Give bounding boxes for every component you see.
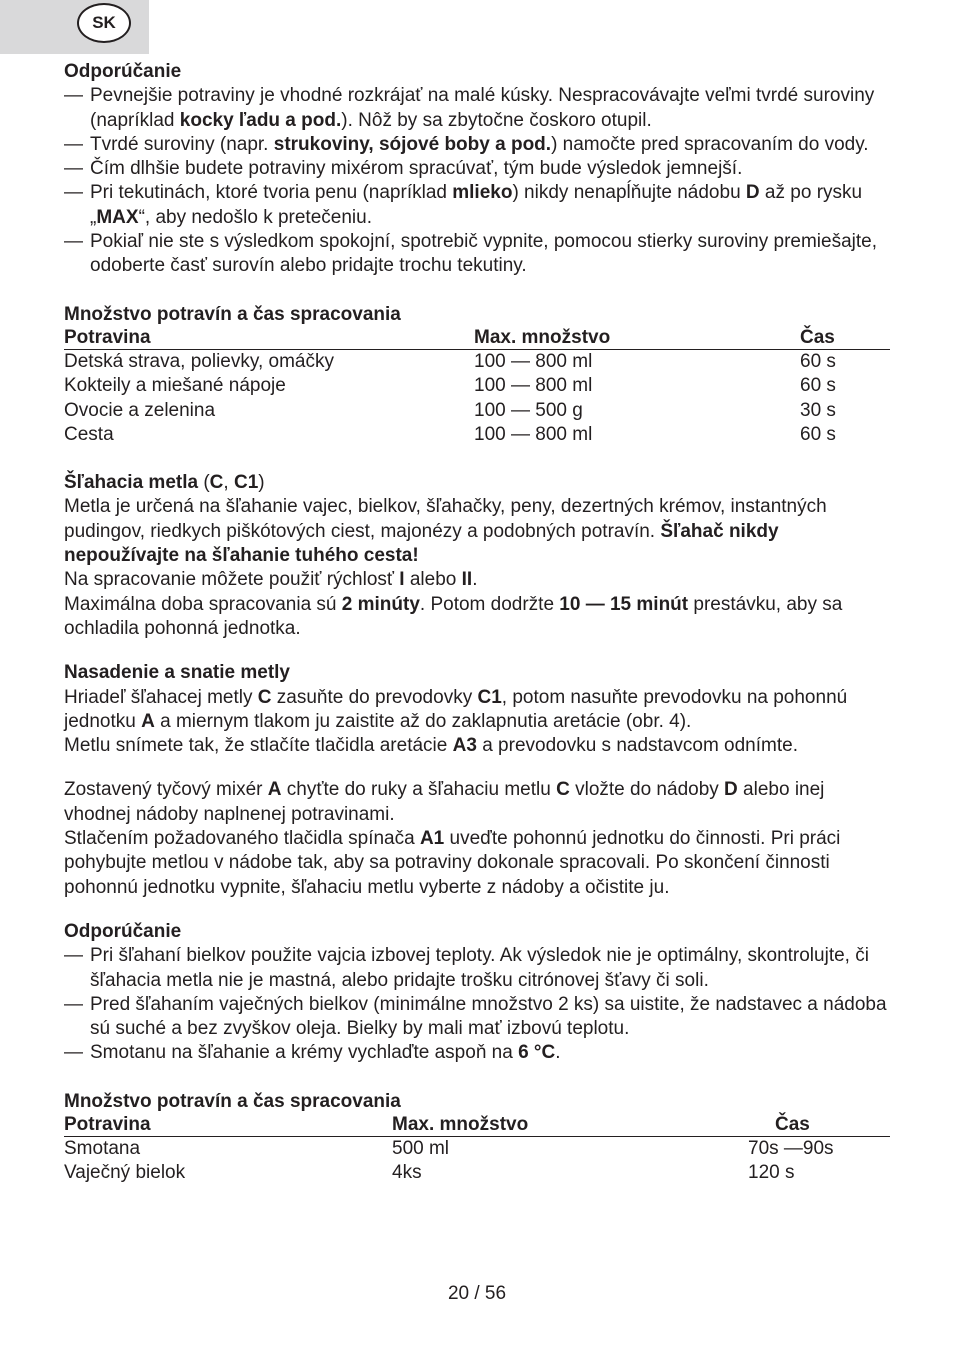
text-run: Pri šľahaní bielkov použite vajcia izbovej teploty. Ak výsledok nie je optimálny, skontrolujte, či šľahacia metla nie je mastná, alebo pridajte trošku citrónovej šťavy či soli. bbox=[90, 945, 869, 991]
processing-table bbox=[64, 1114, 890, 1186]
text-run: Tvrdé suroviny (napr. bbox=[90, 133, 274, 155]
section-body bbox=[64, 778, 890, 899]
table-title: Množstvo potravín a čas spracovania bbox=[64, 303, 401, 325]
table-cell: 70s —90s bbox=[748, 1137, 834, 1159]
paragraph bbox=[64, 593, 890, 642]
paragraph bbox=[64, 778, 890, 827]
paragraph bbox=[64, 827, 890, 900]
text-run: Stlačením požadovaného tlačidla spínača bbox=[64, 828, 420, 850]
list-item bbox=[64, 230, 890, 279]
text-run: a prevodovku s nadstavcom odnímte. bbox=[476, 735, 798, 757]
text-run: až po rysku „ bbox=[90, 182, 863, 228]
table-cell: 100 — 500 g bbox=[474, 399, 583, 421]
bold-text: A1 bbox=[419, 828, 445, 850]
bold-text: C bbox=[257, 686, 272, 708]
text-run: Pri tekutinách, ktoré tvoria penu (napríklad bbox=[90, 182, 453, 204]
bold-text: MAX bbox=[96, 206, 139, 228]
text-run: , bbox=[223, 472, 234, 494]
section-heading: Odporúčanie bbox=[64, 61, 182, 82]
language-tab bbox=[0, 0, 149, 54]
list-item bbox=[64, 133, 890, 157]
bold-text: kocky ľadu a pod. bbox=[179, 109, 342, 131]
table-cell: Smotana bbox=[64, 1137, 141, 1159]
section-heading: Odporúčanie bbox=[64, 920, 182, 942]
bold-text: Šľahač nikdy nepoužívajte na šľahanie tuhého cesta! bbox=[64, 520, 779, 567]
text-run: Pokiaľ nie ste s výsledkom spokojní, spotrebič vypnite, pomocou stierky suroviny premiešajte, odoberte časť surovín alebo pridajte trochu tekutiny. bbox=[90, 231, 877, 277]
tips-list bbox=[64, 944, 890, 1065]
list-item bbox=[64, 993, 890, 1042]
text-run: Smotanu na šľahanie a krémy vychlaďte aspoň na bbox=[90, 1042, 519, 1064]
table-cell: 60 s bbox=[800, 350, 836, 372]
bold-text: mlieko bbox=[452, 182, 513, 204]
text-run: Metlu snímete tak, že stlačíte tlačidla aretácie bbox=[64, 735, 453, 757]
text-run: Zostavený tyčový mixér bbox=[64, 779, 268, 801]
text-run: ) nikdy nenapĺňujte nádobu bbox=[512, 182, 746, 204]
bold-text: II bbox=[461, 569, 473, 591]
table-cell: 100 — 800 ml bbox=[474, 350, 593, 372]
bold-text: 10 — 15 minút bbox=[559, 593, 689, 615]
bold-text: 2 minúty bbox=[341, 593, 420, 615]
text-run: alebo inej vhodnej nádoby naplnenej potravinami. bbox=[64, 779, 825, 825]
table-cell: 60 s bbox=[800, 423, 836, 445]
text-run: a miernym tlakom ju zaistite až do zaklapnutia aretácie (obr. 4). bbox=[154, 710, 692, 732]
paragraph bbox=[64, 686, 890, 735]
table-cell: Detská strava, polievky, omáčky bbox=[64, 350, 334, 372]
table-cell: 500 ml bbox=[392, 1137, 450, 1159]
list-item bbox=[64, 944, 890, 993]
table-cell: 100 — 800 ml bbox=[474, 423, 593, 445]
text-run: Metla je určená na šľahanie vajec, bielkov, šľahačky, peny, dezertných krémov, instantných pudingov, riedkych piškótových ciest, majonézy a podobných potravín. bbox=[64, 496, 827, 542]
paragraph bbox=[64, 568, 890, 592]
text-run: . bbox=[472, 569, 478, 591]
paragraph bbox=[64, 734, 890, 758]
table-cell: Cesta bbox=[64, 423, 114, 445]
text-run: prestávku, aby sa ochladila pohonná jednotka. bbox=[64, 593, 843, 639]
section-heading bbox=[64, 471, 890, 495]
paragraph bbox=[64, 495, 890, 568]
text-run: ( bbox=[198, 472, 210, 494]
section-body bbox=[64, 686, 890, 759]
manual-page-content bbox=[64, 60, 890, 1186]
text-run: chyťte do ruky a šľahaciu metlu bbox=[281, 779, 557, 801]
list-item bbox=[64, 157, 890, 181]
table-title: Množstvo potravín a čas spracovania bbox=[64, 1090, 401, 1112]
text-run: Pevnejšie potraviny je vhodné rozkrájať na malé kúsky. Nespracovávajte veľmi tvrdé suroviny (napríklad bbox=[90, 85, 875, 131]
text-run: vložte do nádoby bbox=[569, 779, 725, 801]
bold-text: I bbox=[399, 569, 405, 591]
text-run: “, aby nedošlo k pretečeniu. bbox=[138, 206, 372, 228]
bold-text: C bbox=[556, 779, 570, 801]
text-run: ) namočte pred spracovaním do vody. bbox=[551, 133, 869, 155]
list-item bbox=[64, 181, 890, 230]
table-cell: 4ks bbox=[392, 1162, 422, 1184]
text-run: uveďte pohonnú jednotku do činnosti. Pri práci pohybujte metlou v nádobe tak, aby sa potraviny dokonale spracovali. Po skončení činnosti pohonnú jednotku vypnite, šľahaciu metlu vyberte z nádoby a očistite ju. bbox=[64, 828, 841, 898]
bold-text: A bbox=[267, 779, 282, 801]
table-cell: Vaječný bielok bbox=[64, 1162, 186, 1184]
text-run: . bbox=[555, 1042, 561, 1064]
tips-list bbox=[64, 84, 890, 278]
list-item bbox=[64, 1041, 890, 1065]
bold-text: 6 °C bbox=[518, 1042, 556, 1064]
section-heading: Nasadenie a snatie metly bbox=[64, 662, 290, 684]
text-run: Čím dlhšie budete potraviny mixérom spracúvať, tým bude výsledok jemnejší. bbox=[90, 158, 743, 180]
table-header: Potravina bbox=[64, 327, 474, 350]
text-run: . Potom dodržte bbox=[419, 593, 560, 615]
table-header: Čas bbox=[719, 1114, 890, 1137]
text-run: zasuňte do prevodovky bbox=[271, 686, 478, 708]
text-run: Na spracovanie môžete použiť rýchlosť bbox=[64, 569, 400, 591]
section-body bbox=[64, 495, 890, 641]
table-cell: 30 s bbox=[800, 399, 836, 421]
page-number: 20 / 56 bbox=[447, 1283, 507, 1304]
table-header: Potravina bbox=[64, 1114, 392, 1137]
bold-text: C1 bbox=[233, 472, 259, 494]
table-cell: 60 s bbox=[800, 375, 836, 397]
table-cell: Kokteily a miešané nápoje bbox=[64, 375, 286, 397]
text-run: ). Nôž by sa zbytočne čoskoro otupil. bbox=[341, 109, 652, 131]
bold-text: A3 bbox=[452, 735, 477, 757]
list-item bbox=[64, 84, 890, 133]
text-run: alebo bbox=[404, 569, 462, 591]
bold-text: Šľahacia metla bbox=[64, 472, 199, 494]
bold-text: D bbox=[745, 182, 760, 204]
text-run: Pred šľahaním vaječných bielkov (minimálne množstvo 2 ks) sa uistite, že nadstavec a nádoba sú suché a bez zvyškov oleja. Bielky by mali mať izbovú teplotu. bbox=[90, 993, 887, 1040]
table-header: Max. množstvo bbox=[392, 1114, 719, 1137]
table-cell: 120 s bbox=[748, 1162, 795, 1184]
text-run: , potom nasuňte prevodovku na pohonnú jednotku bbox=[64, 686, 848, 732]
table-cell: Ovocie a zelenina bbox=[64, 399, 216, 421]
text-run: Maximálna doba spracovania sú bbox=[64, 593, 342, 615]
text-run: ) bbox=[258, 472, 265, 494]
bold-text: A bbox=[141, 710, 155, 732]
processing-table bbox=[64, 327, 890, 447]
language-badge: SK bbox=[77, 3, 131, 43]
bold-text: C bbox=[209, 472, 224, 494]
bold-text: strukoviny, sójové boby a pod. bbox=[273, 133, 552, 155]
table-header: Max. množstvo bbox=[474, 327, 800, 350]
text-run: Hriadeľ šľahacej metly bbox=[64, 686, 258, 708]
table-header: Čas bbox=[800, 327, 890, 350]
bold-text: C1 bbox=[477, 686, 502, 708]
table-cell: 100 — 800 ml bbox=[474, 375, 593, 397]
bold-text: D bbox=[724, 779, 738, 801]
